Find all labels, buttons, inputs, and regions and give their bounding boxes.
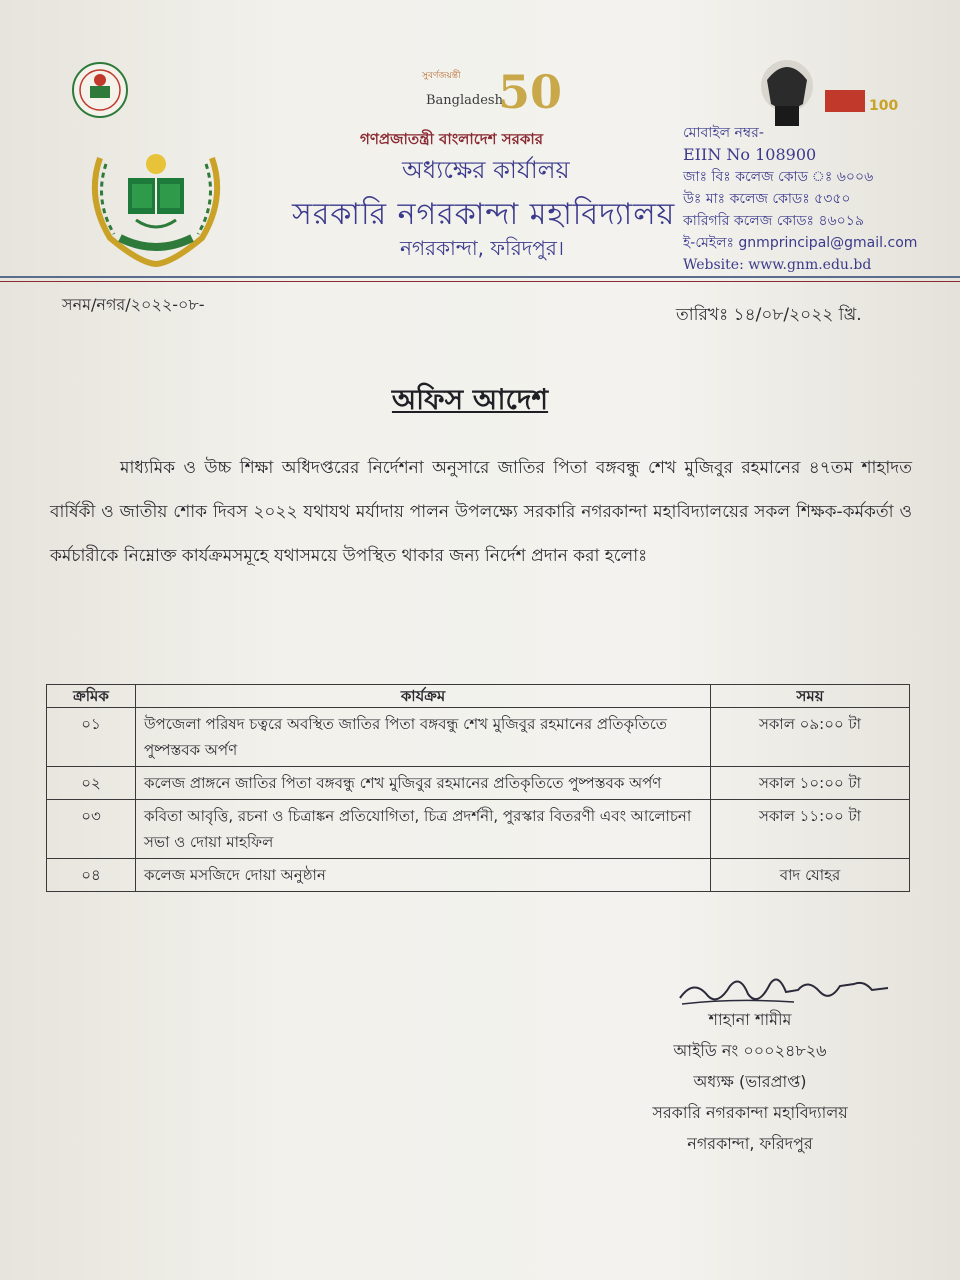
college-emblem-icon: [80, 138, 232, 268]
college-code-2: উঃ মাঃ কলেজ কোডঃ ৫৩৫০: [683, 191, 851, 207]
college-name: সরকারি নগরকান্দা মহাবিদ্যালয়: [292, 197, 676, 232]
header-activity: কার্যক্রম: [136, 685, 711, 708]
row-activity: উপজেলা পরিষদ চত্বরে অবস্থিত জাতির পিতা বঙ্গবন্ধু শেখ মুজিবুর রহমানের প্রতিকৃতিতে পুষ্পস্তবক অর্পণ: [136, 708, 711, 767]
row-activity: কলেজ প্রাঙ্গনে জাতির পিতা বঙ্গবন্ধু শেখ মুজিবুর রহমানের প্রতিকৃতিতে পুষ্পস্তবক অর্পণ: [136, 767, 711, 800]
header-divider-thin: [0, 281, 960, 282]
schedule-table: [46, 684, 910, 892]
table-row: [47, 708, 910, 767]
table-header-row: [47, 685, 910, 708]
signatory-designation: অধ্যক্ষ (ভারপ্রাপ্ত): [693, 1072, 807, 1091]
svg-text:সুবর্ণজয়ন্তী: সুবর্ণজয়ন্তী: [422, 71, 461, 81]
signatory-id: আইডি নং ০০০২৪৮২৬: [673, 1041, 827, 1060]
slogan-emblem-icon: [56, 60, 144, 120]
signatory-address: নগরকান্দা, ফরিদপুর: [687, 1134, 813, 1153]
row-activity: কবিতা আবৃত্তি, রচনা ও চিত্রাঙ্কন প্রতিযোগিতা, চিত্র প্রদর্শনী, পুরস্কার বিতরণী এবং আলোচনা সভা ও দোয়া মাহফিল: [136, 800, 711, 859]
signatory-institution: সরকারি নগরকান্দা মহাবিদ্যালয়: [652, 1103, 848, 1122]
contact-block: [683, 122, 917, 276]
row-activity: কলেজ মসজিদে দোয়া অনুষ্ঠান: [136, 859, 711, 892]
row-time: সকাল ১০:০০ টা: [711, 767, 910, 800]
row-serial: ০১: [47, 708, 136, 767]
row-serial: ০৪: [47, 859, 136, 892]
website-address: Website: www.gnm.edu.bd: [683, 257, 872, 273]
office-title: অধ্যক্ষের কার্যালয়: [402, 156, 570, 184]
bangladesh-50-logo: [418, 50, 563, 130]
college-location: নগরকান্দা, ফরিদপুর।: [400, 236, 564, 260]
row-time: সকাল ১১:০০ টা: [711, 800, 910, 859]
header-serial: ক্রমিক: [47, 685, 136, 708]
government-name: গণপ্রজাতন্ত্রী বাংলাদেশ সরকার: [360, 130, 543, 148]
mujib-centenary-logo: [745, 50, 905, 130]
logo-mujib-number: 100: [869, 98, 899, 114]
college-code-1: জাঃ বিঃ কলেজ কোড ঃ ৬০০৬: [683, 169, 874, 185]
body-paragraph: মাধ্যমিক ও উচ্চ শিক্ষা অধিদপ্তরের নির্দেশনা অনুসারে জাতির পিতা বঙ্গবন্ধু শেখ মুজিবুর রহমানের ৪৭তম শাহাদত বার্ষিকী ও জাতীয় শোক দিবস ২০২২ যথাযথ মর্যাদায় পালন উপলক্ষ্যে সরকারি নগরকান্দা মহাবিদ্যালয়ের সকল শিক্ষক-কর্মকর্তা ও কর্মচারীকে নিম্নোক্ত কার্যক্রমসমূহে যথাসময়ে উপস্থিত থাকার জন্য নির্দেশ প্রদান করা হলোঃ: [50, 458, 912, 566]
email-address: ই-মেইলঃ gnmprincipal@gmail.com: [683, 235, 918, 251]
signature-block: [600, 1004, 900, 1159]
logo-50-number: 50: [498, 65, 563, 119]
mobile-label: মোবাইল নম্বর-: [683, 125, 764, 141]
signatory-name: শাহানা শামীম: [708, 1010, 792, 1029]
header-divider: [0, 276, 960, 278]
header-time: সময়: [711, 685, 910, 708]
row-time: সকাল ০৯:০০ টা: [711, 708, 910, 767]
eiin-number: EIIN No 108900: [683, 145, 817, 164]
row-time: বাদ যোহর: [711, 859, 910, 892]
table-row: [47, 800, 910, 859]
document-date: তারিখঃ ১৪/০৮/২০২২ খ্রি.: [676, 305, 862, 325]
logo-50-text: Bangladesh: [426, 93, 503, 108]
college-code-3: কারিগরি কলেজ কোডঃ ৪৬০১৯: [683, 213, 864, 229]
memo-number: সনম/নগর/২০২২-০৮-: [62, 295, 205, 314]
document-title: অফিস আদেশ: [391, 383, 549, 416]
table-row: [47, 859, 910, 892]
row-serial: ০২: [47, 767, 136, 800]
table-row: [47, 767, 910, 800]
row-serial: ০৩: [47, 800, 136, 859]
